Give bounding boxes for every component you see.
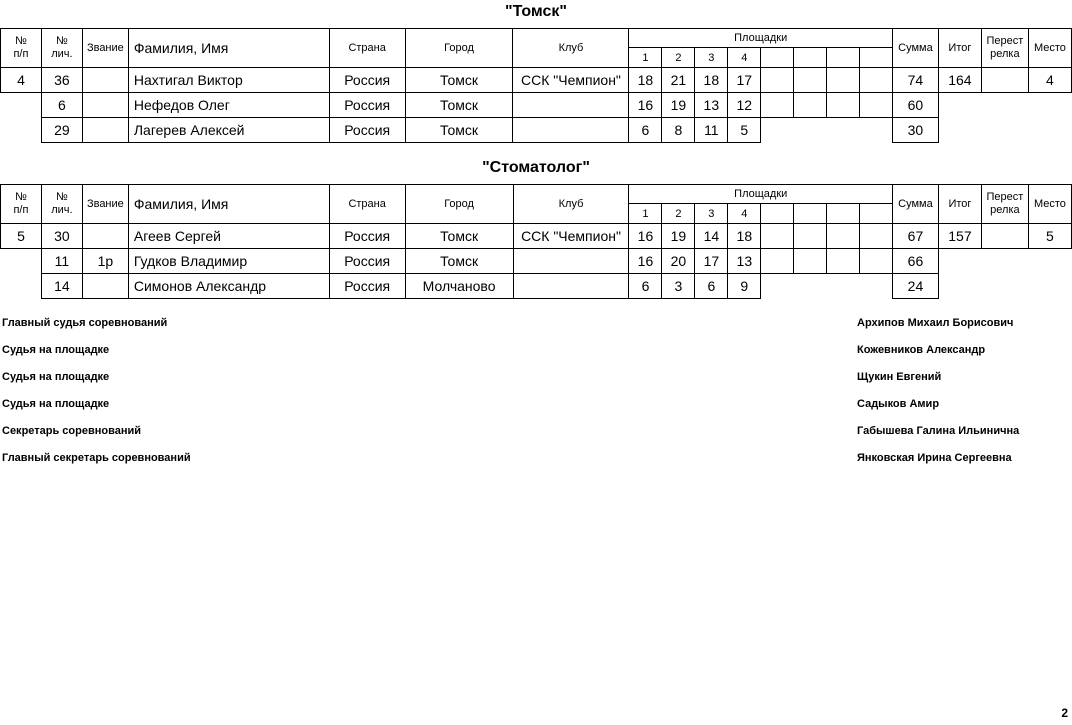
team-place: 4 <box>1028 68 1071 93</box>
player-club: ССК "Чемпион" <box>513 68 629 93</box>
player-city: Томск <box>405 118 513 143</box>
header-court-empty <box>827 204 860 224</box>
official-role: Судья на площадке <box>2 398 110 410</box>
header-club: Клуб <box>513 185 629 224</box>
header-court-empty <box>860 48 893 68</box>
empty-score <box>827 224 860 249</box>
empty-score <box>827 249 860 274</box>
player-rank <box>82 68 128 93</box>
player-country: Россия <box>329 118 405 143</box>
header-court-number: 3 <box>695 204 728 224</box>
header-sum: Сумма <box>892 185 938 224</box>
player-score: 12 <box>728 93 761 118</box>
player-name: Симонов Александр <box>128 274 329 299</box>
team-total: 157 <box>938 224 981 249</box>
officials-list <box>0 317 1072 479</box>
player-score: 6 <box>629 118 662 143</box>
empty-score <box>761 249 794 274</box>
official-role: Главный секретарь соревнований <box>2 452 191 464</box>
player-rank <box>82 118 128 143</box>
header-place: Место <box>1028 185 1071 224</box>
team-results-table <box>0 28 1072 143</box>
player-score: 14 <box>695 224 728 249</box>
header-num-pp: № п/п <box>1 185 42 224</box>
empty-score <box>761 93 794 118</box>
empty-score <box>794 249 827 274</box>
official-row <box>0 317 1072 344</box>
player-club: ССК "Чемпион" <box>513 224 629 249</box>
empty-score <box>860 249 893 274</box>
player-score: 5 <box>728 118 761 143</box>
header-court-number: 2 <box>662 48 695 68</box>
header-courts: Площадки <box>629 29 893 48</box>
player-score: 19 <box>662 224 695 249</box>
player-rank <box>82 224 128 249</box>
player-club <box>513 274 629 299</box>
player-score: 21 <box>662 68 695 93</box>
player-sum: 24 <box>892 274 938 299</box>
player-club <box>513 118 629 143</box>
player-country: Россия <box>329 93 405 118</box>
empty-score <box>860 224 893 249</box>
table-row <box>1 249 1072 274</box>
table-row <box>1 274 1072 299</box>
empty-score <box>794 68 827 93</box>
header-city: Город <box>405 185 513 224</box>
team-results-table <box>0 184 1072 299</box>
header-place: Место <box>1028 29 1071 68</box>
header-sum: Сумма <box>892 29 938 68</box>
header-court-number: 4 <box>728 204 761 224</box>
team-shootoff <box>981 68 1028 93</box>
official-name: Янковская Ирина Сергеевна <box>857 452 1012 464</box>
header-court-empty <box>761 204 794 224</box>
table-row <box>1 118 1072 143</box>
player-score: 18 <box>629 68 662 93</box>
player-city: Томск <box>405 93 513 118</box>
player-lich: 36 <box>41 68 82 93</box>
header-city: Город <box>405 29 513 68</box>
player-club <box>513 249 629 274</box>
header-rank: Звание <box>82 185 128 224</box>
player-lich: 6 <box>41 93 82 118</box>
player-sum: 66 <box>892 249 938 274</box>
official-name: Садыков Амир <box>857 398 940 410</box>
table-row <box>1 68 1072 93</box>
official-role: Судья на площадке <box>2 371 110 383</box>
header-court-number: 1 <box>629 204 662 224</box>
player-score: 11 <box>695 118 728 143</box>
official-row <box>0 398 1072 425</box>
official-row <box>0 425 1072 452</box>
player-score: 18 <box>728 224 761 249</box>
team-total: 164 <box>938 68 981 93</box>
header-court-number: 2 <box>662 204 695 224</box>
player-score: 16 <box>629 93 662 118</box>
player-rank: 1р <box>82 249 128 274</box>
official-name: Кожевников Александр <box>857 344 986 356</box>
table-row <box>1 93 1072 118</box>
empty-score <box>794 93 827 118</box>
player-score: 3 <box>662 274 695 299</box>
player-score: 20 <box>662 249 695 274</box>
empty-score <box>794 224 827 249</box>
header-court-empty <box>794 204 827 224</box>
player-sum: 60 <box>892 93 938 118</box>
official-name: Габышева Галина Ильинична <box>857 425 1020 437</box>
header-court-empty <box>860 204 893 224</box>
player-score: 16 <box>629 224 662 249</box>
player-rank <box>82 274 128 299</box>
header-court-number: 4 <box>728 48 761 68</box>
player-name: Нефедов Олег <box>128 93 329 118</box>
header-court-empty <box>794 48 827 68</box>
player-score: 17 <box>695 249 728 274</box>
header-total: Итог <box>938 185 981 224</box>
player-lich: 29 <box>41 118 82 143</box>
header-name: Фамилия, Имя <box>128 29 329 68</box>
team-number: 5 <box>1 224 42 249</box>
player-rank <box>82 93 128 118</box>
team-shootoff <box>981 224 1028 249</box>
team-place: 5 <box>1028 224 1071 249</box>
header-total: Итог <box>938 29 981 68</box>
player-lich: 14 <box>41 274 82 299</box>
player-score: 19 <box>662 93 695 118</box>
official-name: Щукин Евгений <box>857 371 942 383</box>
header-court-empty <box>827 48 860 68</box>
player-score: 8 <box>662 118 695 143</box>
player-club <box>513 93 629 118</box>
header-court-number: 3 <box>695 48 728 68</box>
header-court-empty <box>761 48 794 68</box>
official-row <box>0 371 1072 398</box>
table-row <box>1 224 1072 249</box>
player-city: Молчаново <box>405 274 513 299</box>
player-sum: 30 <box>892 118 938 143</box>
header-country: Страна <box>329 29 405 68</box>
player-country: Россия <box>329 274 405 299</box>
player-sum: 74 <box>892 68 938 93</box>
player-name: Нахтигал Виктор <box>128 68 329 93</box>
empty-score <box>827 93 860 118</box>
player-country: Россия <box>329 224 405 249</box>
official-role: Секретарь соревнований <box>2 425 142 437</box>
team-number: 4 <box>1 68 42 93</box>
player-city: Томск <box>405 68 513 93</box>
player-score: 6 <box>629 274 662 299</box>
official-row <box>0 344 1072 371</box>
official-row <box>0 452 1072 479</box>
player-score: 6 <box>695 274 728 299</box>
player-score: 16 <box>629 249 662 274</box>
player-score: 18 <box>695 68 728 93</box>
player-country: Россия <box>329 68 405 93</box>
official-name: Архипов Михаил Борисович <box>857 317 1014 329</box>
player-score: 13 <box>728 249 761 274</box>
team-title: "Томск" <box>504 3 568 20</box>
page-number: 2 <box>1061 706 1068 720</box>
header-club: Клуб <box>513 29 629 68</box>
empty-score <box>761 224 794 249</box>
header-courts: Площадки <box>629 185 893 204</box>
player-lich: 11 <box>41 249 82 274</box>
player-city: Томск <box>405 224 513 249</box>
empty-score <box>827 68 860 93</box>
empty-score <box>860 93 893 118</box>
player-sum: 67 <box>892 224 938 249</box>
team-title: "Стоматолог" <box>482 159 590 176</box>
player-score: 13 <box>695 93 728 118</box>
player-score: 17 <box>728 68 761 93</box>
player-name: Агеев Сергей <box>128 224 329 249</box>
header-shootoff: Перест релка <box>981 29 1028 68</box>
header-num-pp: № п/п <box>1 29 42 68</box>
header-num-lich: № лич. <box>41 185 82 224</box>
header-country: Страна <box>329 185 405 224</box>
header-rank: Звание <box>82 29 128 68</box>
player-lich: 30 <box>41 224 82 249</box>
player-name: Лагерев Алексей <box>128 118 329 143</box>
player-name: Гудков Владимир <box>128 249 329 274</box>
player-city: Томск <box>405 249 513 274</box>
header-name: Фамилия, Имя <box>128 185 329 224</box>
official-role: Судья на площадке <box>2 344 110 356</box>
header-shootoff: Перест релка <box>981 185 1028 224</box>
empty-score <box>761 68 794 93</box>
player-score: 9 <box>728 274 761 299</box>
header-num-lich: № лич. <box>41 29 82 68</box>
official-role: Главный судья соревнований <box>2 317 168 329</box>
player-country: Россия <box>329 249 405 274</box>
empty-score <box>860 68 893 93</box>
header-court-number: 1 <box>629 48 662 68</box>
